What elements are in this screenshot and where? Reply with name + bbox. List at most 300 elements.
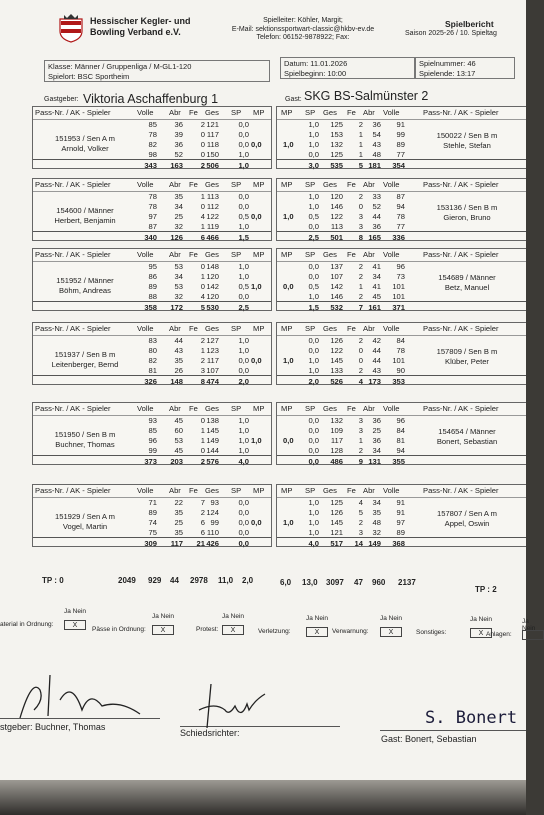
check-label: Anlagen: [486, 631, 512, 638]
total-cell: 126 [170, 233, 183, 242]
cell: 1,0 [308, 356, 319, 365]
column-header-abr: Abr [169, 108, 181, 117]
total-cell: 343 [144, 161, 157, 170]
total-cell: 1,0 [238, 161, 249, 170]
table-header [33, 249, 271, 262]
column-header-abr: Abr [363, 404, 375, 413]
cell: 87 [396, 192, 405, 201]
home-player-table [32, 106, 272, 169]
cell: 123 [206, 346, 219, 355]
column-header-pass_ak: Pass-Nr. / AK - Spieler [35, 250, 111, 259]
cell: 35 [174, 356, 183, 365]
column-header-mp: MP [281, 108, 293, 117]
cell: 99 [148, 446, 157, 455]
column-header-sp: SP [231, 180, 242, 189]
column-header-volle: Volle [383, 180, 400, 189]
column-header-mp: MP [253, 486, 265, 495]
cell: 120 [206, 272, 219, 281]
guest-player-table [276, 484, 526, 547]
cell: 91 [396, 498, 405, 507]
cell: 33 [372, 192, 381, 201]
cell: 127 [206, 336, 219, 345]
check-box[interactable]: X [470, 628, 492, 638]
cell: 91 [396, 508, 405, 517]
total-cell: 532 [330, 303, 343, 312]
ja-nein-label: Ja Nein [222, 613, 245, 620]
player-pass-id: 157809 / Sen B m [436, 347, 498, 356]
cell: 7 [200, 498, 205, 507]
cell: 6 [200, 528, 205, 537]
cell: 1,0 [238, 446, 249, 455]
total-cell: 309 [144, 539, 157, 548]
home-mp: 0,0 [251, 140, 262, 149]
player-pass-id: 151929 / Sen A m [55, 512, 115, 521]
cell: 101 [392, 356, 405, 365]
cell: 125 [330, 498, 343, 507]
total-cell: 149 [368, 539, 381, 548]
cell: 1,0 [238, 272, 249, 281]
total-cell: 148 [170, 377, 183, 386]
column-header-pass_ak: Pass-Nr. / AK - Spieler [35, 324, 111, 333]
cell: 109 [330, 426, 343, 435]
cell: 89 [396, 528, 405, 537]
cell: 34 [372, 446, 381, 455]
guest-summary-value: 960 [372, 578, 386, 587]
cell: 48 [372, 150, 381, 159]
home-mp: 0,0 [251, 212, 262, 221]
guest-player-ident [417, 203, 517, 223]
total-cell: 535 [330, 161, 343, 170]
cell: 145 [330, 356, 343, 365]
cell: 0,0 [308, 436, 319, 445]
column-header-ges: Ges [323, 404, 337, 413]
cell: 74 [148, 518, 157, 527]
guest-summary-value: 2137 [398, 578, 416, 587]
home-label: Gastgeber: [44, 96, 79, 103]
column-header-fe: Fe [347, 108, 356, 117]
association-line-2: Bowling Verband e.V. [90, 27, 181, 37]
cell: 45 [174, 446, 183, 455]
column-header-ges: Ges [205, 108, 219, 117]
cell: 78 [148, 192, 157, 201]
cell: 132 [330, 416, 343, 425]
home-mp: 1,0 [251, 282, 262, 291]
column-header-pass_ak: Pass-Nr. / AK - Spieler [423, 250, 499, 259]
cell: 84 [396, 426, 405, 435]
cell: 125 [330, 120, 343, 129]
home-signature-image [10, 670, 160, 720]
cell: 36 [372, 416, 381, 425]
player-pass-id: 154689 / Männer [438, 273, 496, 282]
cell: 146 [330, 202, 343, 211]
player-pass-id: 153136 / Sen B m [436, 203, 498, 212]
cell: 34 [174, 272, 183, 281]
column-header-pass_ak: Pass-Nr. / AK - Spieler [423, 108, 499, 117]
column-header-abr: Abr [363, 108, 375, 117]
column-header-sp: SP [305, 180, 316, 189]
column-header-fe: Fe [347, 486, 356, 495]
home-signature-label: stgeber: Buchner, Thomas [0, 722, 106, 732]
total-cell: 6 [200, 233, 205, 242]
cell: 96 [148, 436, 157, 445]
total-cell: 161 [368, 303, 381, 312]
klasse-box [44, 60, 270, 82]
home-player-table [32, 178, 272, 241]
total-row [33, 455, 271, 468]
cell: 44 [372, 346, 381, 355]
total-row [277, 231, 526, 244]
home-player-table [32, 484, 272, 547]
report-title: Spielbericht [445, 19, 494, 29]
column-header-abr: Abr [363, 486, 375, 495]
column-header-pass_ak: Pass-Nr. / AK - Spieler [423, 180, 499, 189]
cell: 39 [174, 130, 183, 139]
column-header-pass_ak: Pass-Nr. / AK - Spieler [35, 108, 111, 117]
home-summary-value: 44 [170, 576, 179, 585]
cell: 113 [330, 222, 343, 231]
cell: 78 [396, 346, 405, 355]
column-header-fe: Fe [347, 250, 356, 259]
cell: 122 [330, 346, 343, 355]
column-header-ges: Ges [205, 486, 219, 495]
total-row [33, 537, 271, 550]
cell: 71 [148, 498, 157, 507]
check-box[interactable]: X [222, 625, 244, 635]
total-cell: 117 [170, 539, 183, 548]
cell: 6 [200, 518, 205, 527]
cell: 0,5 [238, 282, 249, 291]
check-label: Verwarnung: [332, 628, 369, 635]
total-cell: 173 [368, 377, 381, 386]
column-header-sp: SP [305, 486, 316, 495]
column-header-fe: Fe [189, 486, 198, 495]
check-box[interactable]: X [380, 627, 402, 637]
total-cell: 5 [200, 303, 205, 312]
ja-nein-label: Ja Nein [522, 618, 536, 632]
cell: 86 [148, 272, 157, 281]
cell: 112 [206, 202, 219, 211]
column-header-volle: Volle [137, 180, 154, 189]
total-cell: 530 [206, 303, 219, 312]
total-cell: 2 [200, 457, 205, 466]
column-header-fe: Fe [189, 250, 198, 259]
season: Saison 2025-26 / 10. Spieltag [405, 30, 497, 37]
cell: 0,0 [238, 508, 249, 517]
cell: 0 [200, 282, 205, 291]
cell: 34 [174, 202, 183, 211]
cell: 125 [330, 150, 343, 159]
cell: 83 [148, 336, 157, 345]
cell: 34 [372, 498, 381, 507]
total-cell: 354 [392, 161, 405, 170]
cell: 120 [206, 292, 219, 301]
cell: 2 [358, 262, 363, 271]
cell: 3 [358, 416, 363, 425]
column-header-abr: Abr [169, 324, 181, 333]
cell: 44 [174, 336, 183, 345]
player-pass-id: 151953 / Sen A m [55, 134, 115, 143]
cell: 25 [174, 212, 183, 221]
cell: 0,5 [308, 212, 319, 221]
cell: 138 [206, 416, 219, 425]
cell: 2 [200, 336, 205, 345]
cell: 97 [396, 518, 405, 527]
cell: 73 [396, 272, 405, 281]
cell: 0,0 [238, 356, 249, 365]
cell: 0,0 [308, 426, 319, 435]
column-header-ges: Ges [323, 486, 337, 495]
column-header-volle: Volle [383, 404, 400, 413]
cell: 0 [200, 202, 205, 211]
guest-player-ident [417, 509, 517, 529]
cell: 101 [392, 282, 405, 291]
cell: 1,0 [308, 140, 319, 149]
cell: 60 [174, 426, 183, 435]
cell: 44 [372, 212, 381, 221]
check-label: aterial in Ordnung: [0, 621, 54, 628]
cell: 2 [200, 356, 205, 365]
cell: 0 [200, 130, 205, 139]
column-header-fe: Fe [189, 108, 198, 117]
cell: 2 [200, 120, 205, 129]
column-header-mp: MP [281, 250, 293, 259]
column-header-volle: Volle [137, 404, 154, 413]
total-cell: 5 [358, 161, 363, 170]
cell: 120 [330, 192, 343, 201]
cell: 48 [372, 518, 381, 527]
table-header [277, 323, 526, 336]
guest-player-table [276, 248, 526, 311]
check-box[interactable]: X [64, 620, 86, 630]
total-cell: 501 [330, 233, 343, 242]
guest-player-table [276, 106, 526, 169]
cell: 1,0 [238, 262, 249, 271]
total-cell: 506 [206, 161, 219, 170]
cell: 1 [200, 426, 205, 435]
guest-player-table [276, 402, 526, 465]
guest-mp: 0,0 [283, 436, 294, 445]
cell: 42 [372, 336, 381, 345]
cell: 1,0 [308, 292, 319, 301]
association-name [90, 16, 191, 38]
column-header-pass_ak: Pass-Nr. / AK - Spieler [35, 486, 111, 495]
ja-nein-label: Ja Nein [306, 615, 329, 622]
cell: 0,0 [308, 222, 319, 231]
cell: 1,0 [238, 150, 249, 159]
cell: 0 [358, 356, 363, 365]
column-header-pass_ak: Pass-Nr. / AK - Spieler [35, 180, 111, 189]
ja-nein-label: Ja Nein [152, 613, 175, 620]
spielnummer: Spielnummer: 46 [419, 59, 476, 68]
cell: 87 [148, 222, 157, 231]
cell: 1,0 [308, 192, 319, 201]
home-mp: 0,0 [251, 518, 262, 527]
column-header-pass_ak: Pass-Nr. / AK - Spieler [423, 404, 499, 413]
cell: 1,0 [238, 416, 249, 425]
cell: 0,0 [308, 272, 319, 281]
cell: 121 [330, 528, 343, 537]
cell: 1,0 [238, 426, 249, 435]
ja-nein-label: Ja Nein [64, 608, 87, 615]
player-name: Herbert, Benjamin [54, 216, 116, 225]
total-row [277, 159, 526, 172]
player-pass-id: 151952 / Männer [56, 276, 114, 285]
table-header [33, 107, 271, 120]
total-cell: 163 [170, 161, 183, 170]
player-name: Bonert, Sebastian [436, 437, 498, 446]
cell: 0,0 [238, 120, 249, 129]
guest-player-table [276, 178, 526, 241]
spielort: Spielort: BSC Sportheim [48, 72, 130, 81]
hkbv-logo-icon [58, 13, 84, 43]
cell: 35 [174, 192, 183, 201]
check-box[interactable]: X [306, 627, 328, 637]
guest-mp: 1,0 [283, 140, 294, 149]
player-name: Appel, Oswin [444, 519, 490, 528]
player-name: Böhm, Andreas [59, 286, 111, 295]
check-box[interactable]: X [152, 625, 174, 635]
player-pass-id: 157807 / Sen A m [437, 509, 497, 518]
referee-label: Schiedsrichter: [180, 728, 240, 738]
cell: 43 [372, 140, 381, 149]
player-pass-id: 154600 / Männer [56, 206, 114, 215]
cell: 81 [148, 366, 157, 375]
cell: 1,0 [308, 202, 319, 211]
cell: 53 [174, 282, 183, 291]
column-header-abr: Abr [169, 180, 181, 189]
cell: 0,0 [308, 446, 319, 455]
column-header-sp: SP [305, 250, 316, 259]
cell: 96 [396, 262, 405, 271]
column-header-mp: MP [253, 108, 265, 117]
cell: 1,0 [238, 436, 249, 445]
cell: 1,0 [308, 498, 319, 507]
cell: 1,0 [308, 120, 319, 129]
table-header [277, 249, 526, 262]
cell: 32 [372, 528, 381, 537]
cell: 145 [206, 426, 219, 435]
column-header-mp: MP [253, 404, 265, 413]
total-cell: 8 [358, 233, 363, 242]
cell: 0 [200, 262, 205, 271]
total-row [277, 537, 526, 550]
cell: 0 [200, 416, 205, 425]
klasse: Klasse: Männer / Gruppenliga / M-GL1-120 [48, 62, 192, 71]
cell: 0,0 [238, 518, 249, 527]
cell: 0,0 [238, 192, 249, 201]
home-player-table [32, 248, 272, 311]
table-header [277, 107, 526, 120]
cell: 148 [206, 262, 219, 271]
cell: 110 [206, 528, 219, 537]
cell: 45 [372, 292, 381, 301]
ja-nein-label: Ja Nein [470, 616, 493, 623]
cell: 2 [358, 336, 363, 345]
total-cell: 486 [330, 457, 343, 466]
home-mp: 0,0 [251, 356, 262, 365]
cell: 2 [358, 120, 363, 129]
cell: 132 [330, 140, 343, 149]
column-header-volle: Volle [383, 250, 400, 259]
cell: 82 [148, 140, 157, 149]
guest-summary-value: 47 [354, 578, 363, 587]
column-header-mp: MP [281, 404, 293, 413]
column-header-volle: Volle [383, 324, 400, 333]
cell: 4 [200, 292, 205, 301]
total-cell: 426 [206, 539, 219, 548]
cell: 122 [206, 212, 219, 221]
cell: 0,0 [308, 336, 319, 345]
cell: 144 [206, 446, 219, 455]
cell: 1 [358, 436, 363, 445]
column-header-pass_ak: Pass-Nr. / AK - Spieler [423, 486, 499, 495]
column-header-abr: Abr [169, 486, 181, 495]
column-header-ges: Ges [323, 324, 337, 333]
cell: 1 [358, 140, 363, 149]
cell: 107 [206, 366, 219, 375]
cell: 78 [396, 212, 405, 221]
guest-handwritten-signature: S. Bonert [425, 708, 518, 728]
cell: 95 [148, 262, 157, 271]
player-name: Buchner, Thomas [55, 440, 115, 449]
column-header-ges: Ges [205, 180, 219, 189]
cell: 0 [200, 446, 205, 455]
total-cell: 2,5 [238, 303, 249, 312]
guest-signature-line [380, 730, 526, 731]
column-header-sp: SP [231, 108, 242, 117]
cell: 43 [174, 346, 183, 355]
total-cell: 21 [196, 539, 205, 548]
guest-summary-value: 6,0 [280, 578, 292, 587]
cell: 78 [148, 202, 157, 211]
column-header-sp: SP [231, 250, 242, 259]
guest-team-name: SKG BS-Salmünster 2 [304, 89, 429, 103]
cell: 3 [358, 528, 363, 537]
cell: 2 [358, 192, 363, 201]
total-row [277, 455, 526, 468]
ja-nein-label: Ja Nein [380, 615, 403, 622]
total-cell: 181 [368, 161, 381, 170]
column-header-ges: Ges [323, 108, 337, 117]
total-cell: 8 [200, 377, 205, 386]
guest-mp: 1,0 [283, 356, 294, 365]
total-cell: 1,5 [238, 233, 249, 242]
datum-box [280, 57, 415, 79]
cell: 0,0 [238, 528, 249, 537]
contact-line-1: Spielleiter: Köhler, Margit; [263, 17, 343, 24]
guest-summary-value: 3097 [326, 578, 344, 587]
cell: 36 [174, 120, 183, 129]
column-header-volle: Volle [137, 486, 154, 495]
check-label: Pässe in Ordnung: [92, 626, 146, 633]
cell: 88 [148, 292, 157, 301]
cell: 3 [358, 222, 363, 231]
spielnummer-box [415, 57, 515, 79]
cell: 126 [330, 336, 343, 345]
cell: 82 [148, 356, 157, 365]
cell: 94 [396, 202, 405, 211]
cell: 53 [174, 262, 183, 271]
column-header-volle: Volle [137, 324, 154, 333]
cell: 153 [330, 130, 343, 139]
player-name: Arnold, Volker [61, 144, 109, 153]
cell: 107 [330, 272, 343, 281]
total-cell: 340 [144, 233, 157, 242]
guest-tp: TP : 2 [475, 585, 497, 594]
check-box[interactable] [522, 630, 544, 640]
table-header [33, 403, 271, 416]
cell: 26 [174, 366, 183, 375]
